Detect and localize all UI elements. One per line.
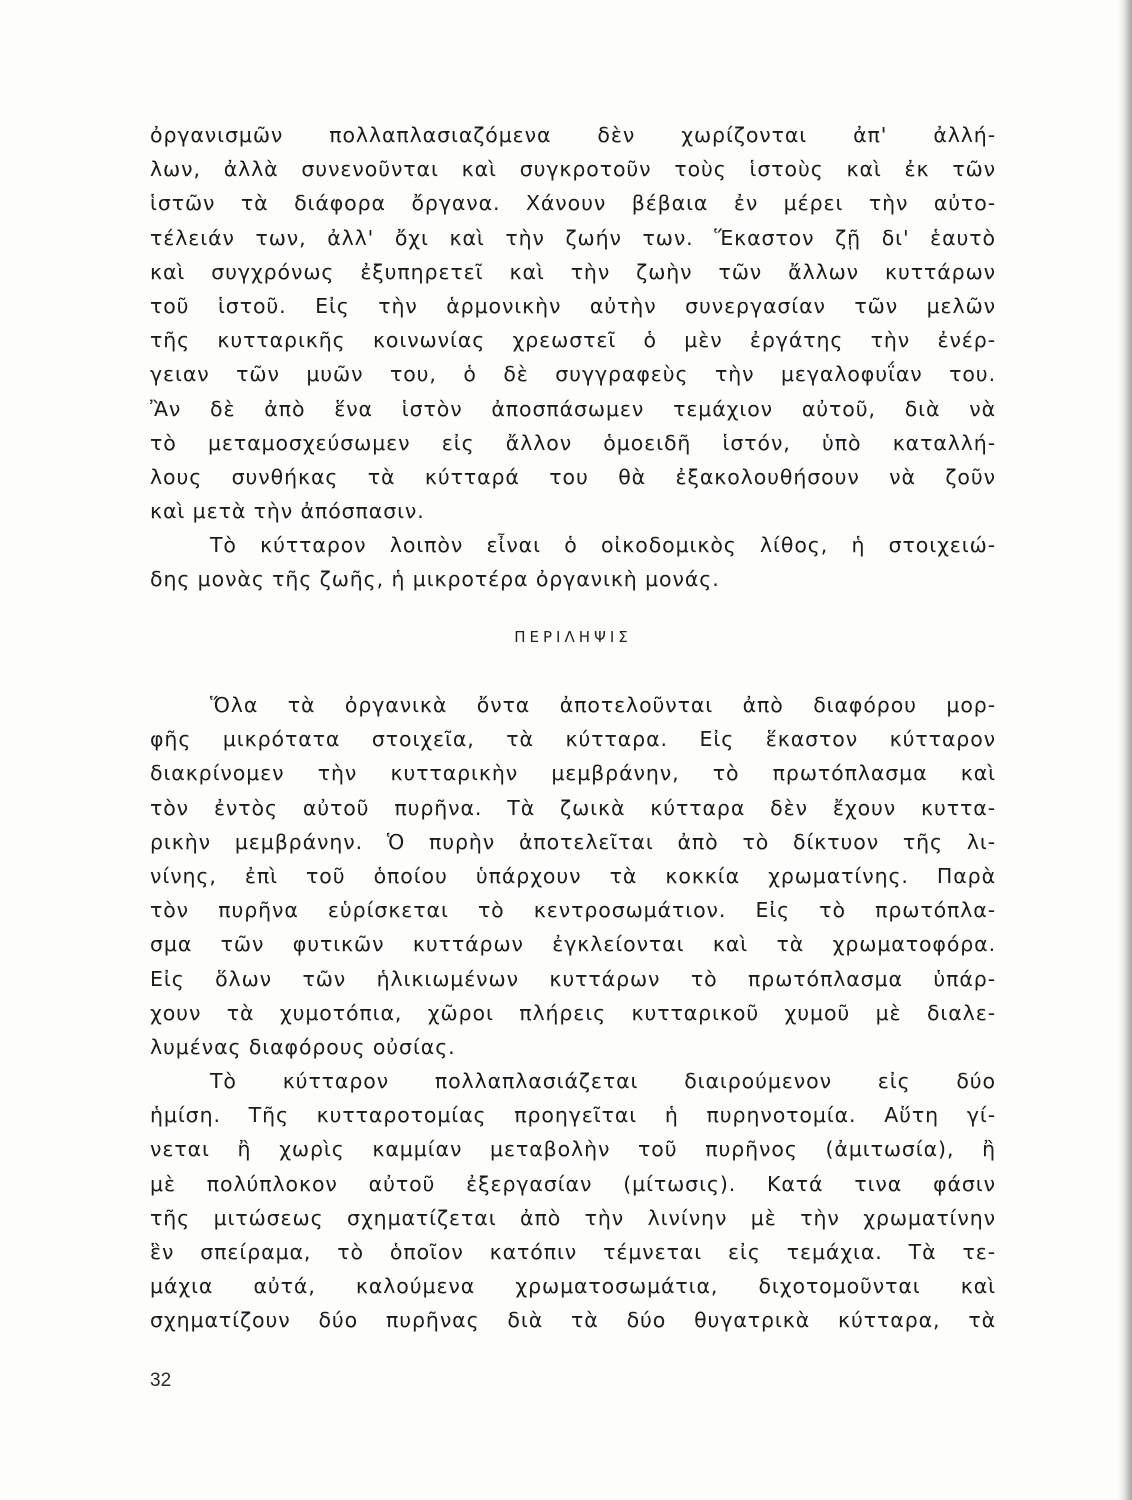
text-line: χουν τὰ χυμοτόπια, χῶροι πλήρεις κυτταρικοῦ χυμοῦ μὲ διαλε- (150, 1000, 996, 1025)
text-line: Τὸ κύτταρον πολλαπλασιάζεται διαιρούμενον εἰς δύο (210, 1069, 996, 1094)
text-line: γειαν τῶν μυῶν του, ὁ δὲ συγγραφεὺς τὴν μεγαλοφυΐαν του. (150, 362, 996, 387)
text-block-summary (150, 688, 996, 1338)
text-line: καὶ μετὰ τὴν ἀπόσπασιν. (150, 499, 425, 524)
text-line: ἓν σπείραμα, τὸ ὁποῖον κατόπιν τέμνεται εἰς τεμάχια. Τὰ τε- (150, 1240, 996, 1264)
text-line: ὀργανισμῶν πολλαπλασιαζόμενα δὲν χωρίζονται ἀπ' ἀλλή- (150, 123, 996, 147)
text-line: τῆς κυτταρικῆς κοινωνίας χρεωστεῖ ὁ μὲν ἐργάτης τὴν ἐνέρ- (150, 328, 996, 353)
text-line: μάχια αὐτά, καλούμενα χρωματοσωμάτια, διχοτομοῦνται καὶ (150, 1274, 996, 1299)
text-line: λων, ἀλλὰ συνενοῦνται καὶ συγκροτοῦν τοὺς ἱστοὺς καὶ ἐκ τῶν (150, 157, 996, 182)
text-line: τοῦ ἱστοῦ. Εἰς τὴν ἁρμονικὴν αὐτὴν συνεργασίαν τῶν μελῶν (150, 293, 996, 318)
text-block-top (150, 118, 996, 597)
text-line: Ἂν δὲ ἀπὸ ἕνα ἱστὸν ἀποσπάσωμεν τεμάχιον αὐτοῦ, διὰ νὰ (150, 396, 996, 421)
text-line: τέλειάν των, ἀλλ' ὄχι καὶ τὴν ζωήν των. Ἕκαστον ζῇ δι' ἑαυτὸ (150, 225, 996, 250)
text-line: λους συνθήκας τὰ κύτταρά του θὰ ἐξακολουθήσουν νὰ ζοῦν (150, 464, 996, 489)
text-line: ἡμίση. Τῆς κυτταροτομίας προηγεῖται ἡ πυρηνοτομία. Αὕτη γί- (150, 1103, 996, 1128)
text-line: Τὸ κύτταρον λοιπὸν εἶναι ὁ οἰκοδομικὸς λίθος, ἡ στοιχειώ- (210, 533, 996, 558)
text-line: ἱστῶν τὰ διάφορα ὄργανα. Χάνουν βέβαια ἐν μέρει τὴν αὐτο- (150, 191, 996, 216)
text-line: τὸν πυρῆνα εὑρίσκεται τὸ κεντροσωμάτιον. Εἰς τὸ πρωτόπλα- (150, 898, 996, 923)
text-line: τὸν ἐντὸς αὐτοῦ πυρῆνα. Τὰ ζωικὰ κύτταρα δὲν ἔχουν κυττα- (150, 795, 996, 820)
text-line: Ὅλα τὰ ὀργανικὰ ὄντα ἀποτελοῦνται ἀπὸ διαφόρου μορ- (210, 693, 996, 717)
page-edge-shadow (1118, 0, 1132, 1500)
text-line: Εἰς ὅλων τῶν ἡλικιωμένων κυττάρων τὸ πρωτόπλασμα ὑπάρ- (150, 966, 996, 991)
text-line: σχηματίζουν δύο πυρῆνας διὰ τὰ δύο θυγατρικὰ κύτταρα, τὰ (150, 1308, 996, 1333)
text-line: νίνης, ἐπὶ τοῦ ὁποίου ὑπάρχουν τὰ κοκκία χρωματίνης. Παρὰ (150, 863, 996, 888)
text-line: μὲ πολύπλοκον αὐτοῦ ἐξεργασίαν (μίτωσις). Κατά τινα φάσιν (150, 1171, 996, 1196)
text-line: λυμένας διαφόρους οὐσίας. (150, 1034, 456, 1059)
text-line: φῆς μικρότατα στοιχεῖα, τὰ κύτταρα. Εἰς ἕκαστον κύτταρον (150, 727, 996, 752)
text-line: τὸ μεταμοσχεύσωμεν εἰς ἄλλον ὁμοειδῆ ἱστόν, ὑπὸ καταλλή- (150, 430, 996, 455)
text-line: νεται ἢ χωρὶς καμμίαν μεταβολὴν τοῦ πυρῆνος (ἀμιτωσία), ἢ (150, 1137, 996, 1162)
page-number: 32 (150, 1370, 172, 1391)
text-line: δης μονὰς τῆς ζωῆς, ἡ μικροτέρα ὀργανικὴ μονάς. (150, 567, 720, 592)
section-heading: ΠΕΡΙΛΗΨΙΣ (514, 628, 632, 646)
text-line: καὶ συγχρόνως ἐξυπηρετεῖ καὶ τὴν ζωὴν τῶν ἄλλων κυττάρων (150, 259, 996, 284)
text-line: διακρίνομεν τὴν κυτταρικὴν μεμβράνην, τὸ πρωτόπλασμα καὶ (150, 761, 996, 786)
text-line: ρικὴν μεμβράνην. Ὁ πυρὴν ἀποτελεῖται ἀπὸ τὸ δίκτυον τῆς λι- (150, 829, 996, 854)
text-line: τῆς μιτώσεως σχηματίζεται ἀπὸ τὴν λινίνην μὲ τὴν χρωματίνην (150, 1205, 996, 1230)
text-line: σμα τῶν φυτικῶν κυττάρων ἐγκλείονται καὶ τὰ χρωματοφόρα. (150, 932, 996, 957)
